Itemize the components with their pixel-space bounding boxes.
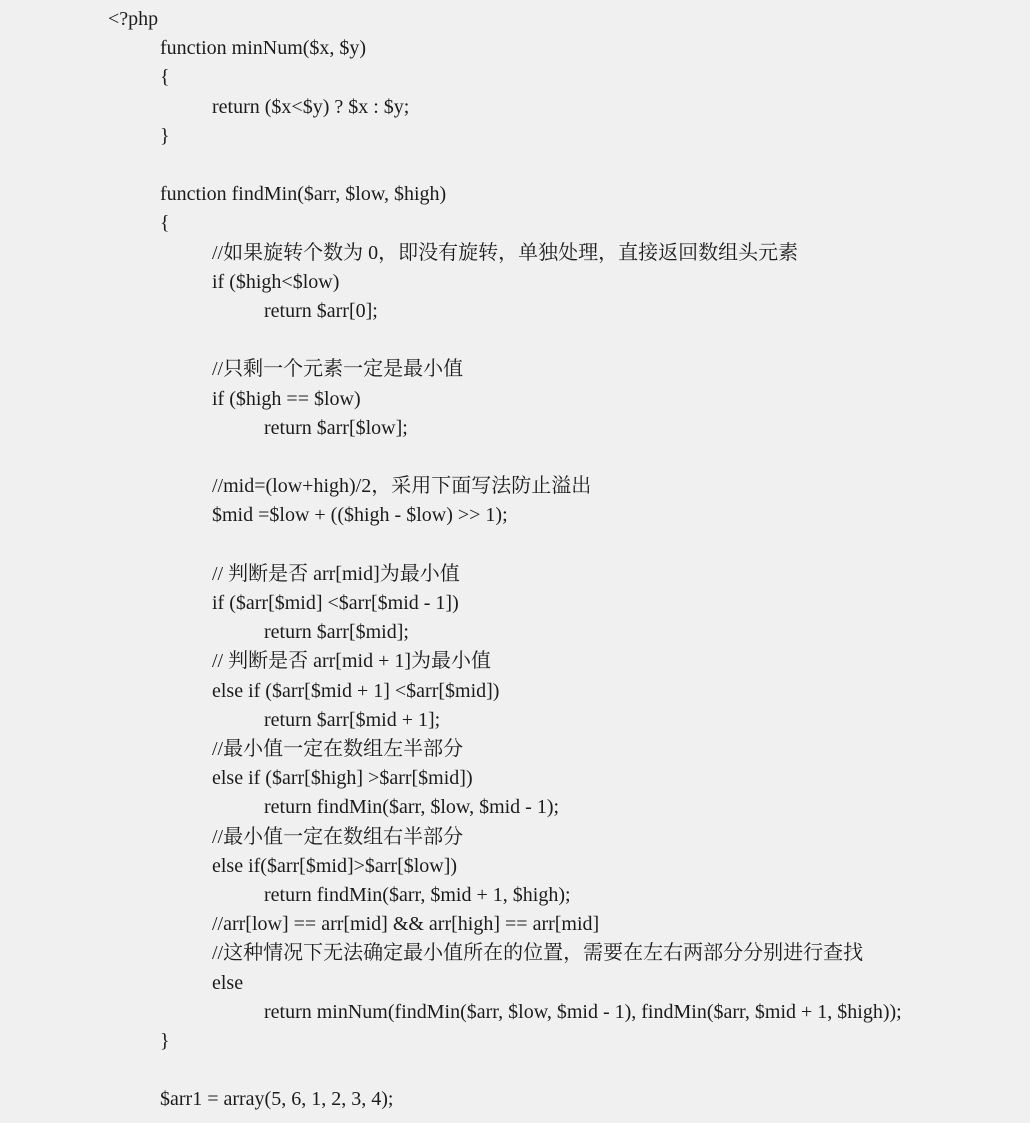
code-line: return $arr[$mid];: [264, 621, 409, 644]
code-line: if ($high == $low): [212, 387, 361, 410]
code-line: //只剩一个元素一定是最小值: [212, 358, 464, 381]
code-line: return $arr[$mid + 1];: [264, 708, 441, 731]
code-line: // 判断是否 arr[mid]为最小值: [212, 562, 460, 585]
code-line: // 判断是否 arr[mid + 1]为最小值: [212, 650, 492, 673]
code-line: {: [160, 66, 170, 89]
code-line: //这种情况下无法确定最小值所在的位置，需要在左右两部分分别进行查找: [212, 942, 864, 965]
code-line: }: [160, 124, 170, 147]
code-line: else if ($arr[$high] >$arr[$mid]): [212, 767, 473, 790]
code-line: //mid=(low+high)/2，采用下面写法防止溢出: [212, 475, 592, 498]
code-line: function findMin($arr, $low, $high): [160, 183, 447, 206]
code-line: //最小值一定在数组右半部分: [212, 825, 464, 848]
code-line: return $arr[0];: [264, 300, 378, 322]
code-line: else if($arr[$mid]>$arr[$low]): [212, 854, 458, 877]
code-line: else: [212, 971, 244, 994]
code-line: //最小值一定在数组左半部分: [212, 738, 464, 760]
code-line: return ($x<$y) ? $x : $y;: [212, 95, 410, 118]
code-line: $arr1 = array(5, 6, 1, 2, 3, 4);: [160, 1088, 394, 1111]
code-line: return $arr[$low];: [264, 416, 408, 439]
code-line: $mid =$low + (($high - $low) >> 1);: [212, 504, 508, 527]
code-line: //arr[low] == arr[mid] && arr[high] == arr[mid]: [212, 913, 600, 936]
code-line: return minNum(findMin($arr, $low, $mid - 1), findMin($arr, $mid + 1, $high));: [264, 1000, 902, 1023]
code-line: //如果旋转个数为 0，即没有旋转，单独处理，直接返回数组头元素: [212, 241, 799, 264]
code-line: <?php: [108, 8, 159, 30]
code-line: {: [160, 212, 170, 235]
code-line: if ($arr[$mid] <$arr[$mid - 1]): [212, 592, 459, 614]
code-line: return findMin($arr, $low, $mid - 1);: [264, 796, 560, 819]
code-line: else if ($arr[$mid + 1] <$arr[$mid]): [212, 679, 500, 702]
code-line: function minNum($x, $y): [160, 37, 367, 60]
code-line: return findMin($arr, $mid + 1, $high);: [264, 884, 571, 906]
code-line: if ($high<$low): [212, 270, 340, 293]
code-line: }: [160, 1030, 170, 1052]
